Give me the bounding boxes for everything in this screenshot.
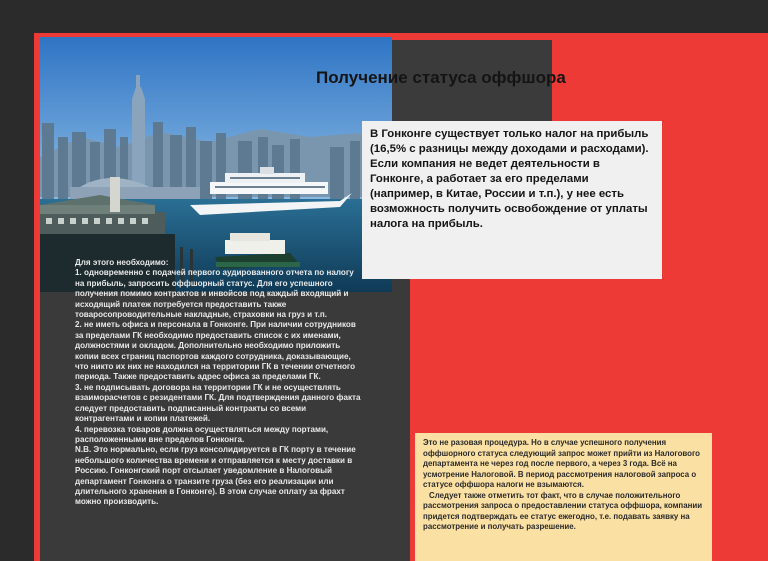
tax-info-box (362, 121, 662, 279)
requirements-line: 2. не иметь офиса и персонала в Гонконге. При наличии сотрудников за пределами ГК необходимо предоставить список с их именами, должностями и окладом. Дополнительно необходимо приложить копии всех страниц паспортов каждого сотрудника, доказывающие, что никто их них не находился на территории ГК в течении отчетного периода. Также предоставить адрес офиса за пределами ГК. (75, 320, 356, 382)
requirements-line: Для этого необходимо: (75, 258, 169, 267)
note-paragraph: Следует также отметить тот факт, что в случае положительного рассмотрения запроса о предоставлении статуса оффшора, компании придется подтверждать ее статус ежегодно, т.е. подавать заявку на рассмотрение и получать разрешение. (423, 490, 703, 531)
requirements-text (75, 258, 365, 508)
requirements-line: 3. не подписывать договора на территории ГК и не осуществлять взаиморасчетов с резидентами ГК. Для подтверждения данного факта следует предоставить подписанный контракты со всеми контрагентами и копии платежей. (75, 382, 361, 424)
requirements-line: N.B. Это нормально, если груз консолидируется в ГК порту в течение небольшого количества времени и отправляется к месту доставки в Россию. Гонконгский порт отсылает уведомление в Налоговый департамент Гонконга о транзите груза (без его реализации или длительного хранения в Гонконге). В этом случае оплату за фрахт можно производить. (75, 445, 356, 507)
info-paragraph: Если компания не ведет деятельности в Гонконге, а работает за его пределами (например, в Китае, России и т.п.), у нее есть возможность получить освобождение от уплаты налога на прибыль. (370, 158, 648, 230)
note-paragraph: Это не разовая процедура. Но в случае успешного получения оффшорного статуса следующий запрос может прийти из Налогового департамента не через год после первого, а через 3 года. Всё на усмотрение Налоговой. В период рассмотрения налоговой запроса о статусе оффшора налоги не взымаются. (423, 438, 700, 489)
requirements-line: 4. перевозка товаров должна осуществляться между портами, расположенными вне пределов Гонконга. (75, 424, 329, 444)
procedure-note-box (415, 433, 712, 561)
page-title: Получение статуса оффшора (316, 68, 566, 87)
info-paragraph: В Гонконге существует только налог на прибыль (16,5% с разницы между доходами и расходами). (370, 128, 649, 155)
requirements-line: 1. одновременно с подачей первого аудированного отчета по налогу на прибыль, запросить оффшорный статус. Для его успешного получения помимо контрактов и инвойсов под каждый входящий и исходящий платеж потребуется предоставить также товаросопроводительные накладные, страховки на груз и т.п. (75, 268, 354, 320)
